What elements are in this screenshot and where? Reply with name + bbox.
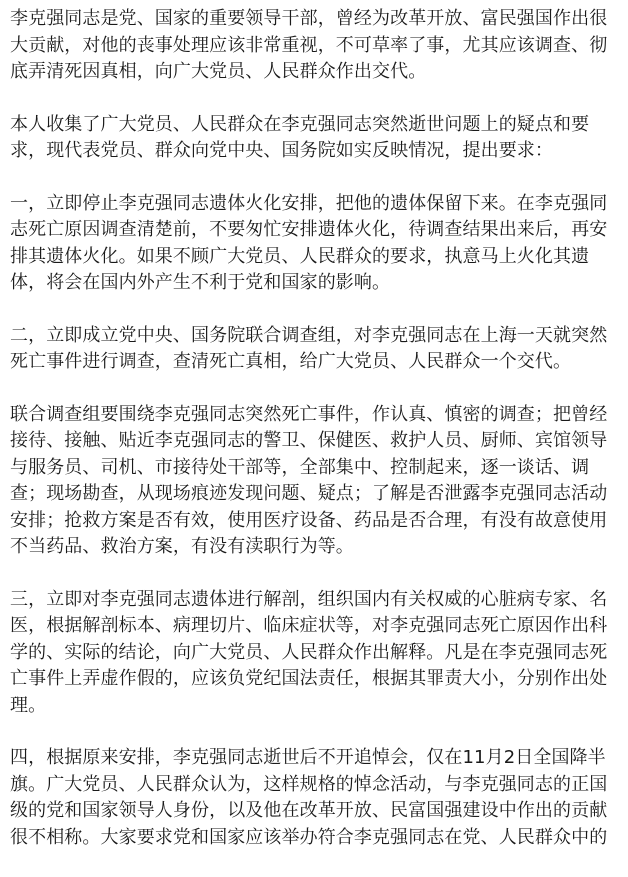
- paragraph-demand-3: [10, 587, 628, 720]
- text-line: 联合调查组要围绕李克强同志突然死亡事件，作认真、慎密的调查；把曾经: [10, 403, 608, 425]
- text-line: 旗。广大党员、人民群众认为，这样规格的悼念活动，与李克强同志的正国: [10, 773, 608, 795]
- text-line: 接待、接触、贴近李克强同志的警卫、保健医、救护人员、厨师、宾馆领导: [10, 430, 608, 451]
- text-line: 级的党和国家领导人身份，以及他在改革开放、民富国强建设中作出的贡献: [10, 800, 608, 821]
- text-line: 理。: [10, 694, 47, 716]
- paragraph-demand-4: [10, 745, 628, 851]
- text-line: 四，根据原来安排，李克强同志逝世后不开追悼会，仅在11月2日全国降半: [10, 747, 606, 768]
- text-line: 很不相称。大家要求党和国家应该举办符合李克强同志在党、人民群众中的: [10, 826, 608, 848]
- text-line: 查；现场勘查，从现场痕迹发现问题、疑点；了解是否泄露李克强同志活动: [10, 483, 608, 504]
- text-line: 医，根据解剖标本、病理切片、临床症状等，对李克强同志死亡原因作出科: [10, 615, 608, 636]
- paragraph-demand-1: [10, 191, 628, 297]
- text-line: 底弄清死因真相，向广大党员、人民群众作出交代。: [10, 61, 427, 82]
- text-line: 求，现代表党员、群众向党中央、国务院如实反映情况，提出要求：: [10, 140, 553, 161]
- text-line: 学的、实际的结论，向广大党员、人民群众作出解释。凡是在李克强同志死: [10, 641, 608, 663]
- document-body: [10, 6, 628, 877]
- text-line: 一，立即停止李克强同志遗体火化安排，把他的遗体保留下来。在李克强同: [10, 192, 608, 214]
- paragraph-statement: [10, 112, 628, 165]
- text-line: 体，将会在国内外产生不利于党和国家的影响。: [10, 272, 391, 293]
- text-line: 大贡献，对他的丧事处理应该非常重视，不可草率了事，尤其应该调查、彻: [10, 34, 608, 56]
- text-line: 不当药品、救治方案，有没有渎职行为等。: [10, 536, 354, 557]
- text-line: 安排；抢救方案是否有效，使用医疗设备、药品是否合理，有没有故意使用: [10, 509, 608, 531]
- text-line: 亡事件上弄虚作假的，应该负党纪国法责任，根据其罪责大小，分别作出处: [10, 668, 608, 689]
- paragraph-investigation: [10, 402, 628, 561]
- text-line: 本人收集了广大党员、人民群众在李克强同志突然逝世问题上的疑点和要: [10, 113, 590, 135]
- text-line: 与服务员、司机、市接待处干部等，全部集中、控制起来，逐一谈话、调: [10, 456, 590, 478]
- paragraph-demand-2: [10, 323, 628, 376]
- paragraph-intro: [10, 6, 628, 86]
- text-line: 二，立即成立党中央、国务院联合调查组，对李克强同志在上海一天就突然: [10, 324, 608, 346]
- text-line: 排其遗体火化。如果不顾广大党员、人民群众的要求，执意马上火化其遗: [10, 245, 590, 267]
- text-line: 李克强同志是党、国家的重要领导干部，曾经为改革开放、富民强国作出很: [10, 8, 608, 29]
- text-line: 三，立即对李克强同志遗体进行解剖，组织国内有关权威的心脏病专家、名: [10, 588, 608, 610]
- text-line: 志死亡原因调查清楚前，不要匆忙安排遗体火化，待调查结果出来后，再安: [10, 219, 608, 240]
- text-line: 死亡事件进行调查，查清死亡真相，给广大党员、人民群众一个交代。: [10, 351, 572, 372]
